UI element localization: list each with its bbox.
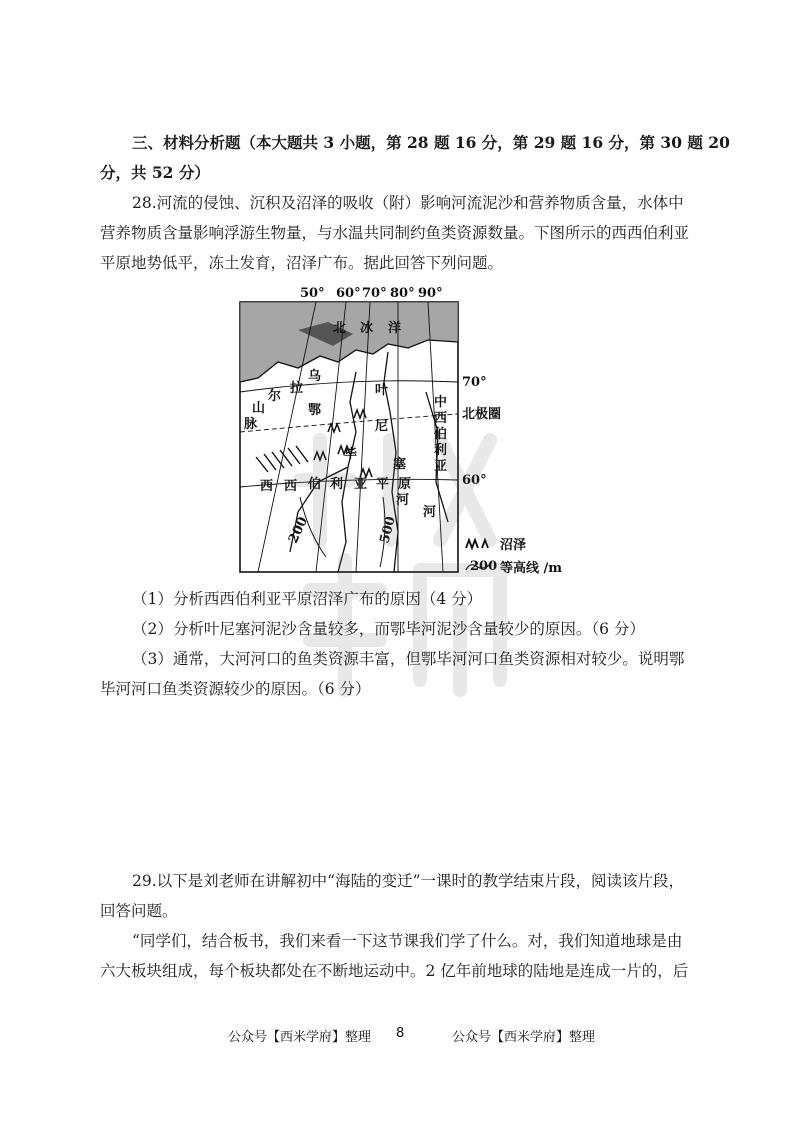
q29-quote-line1: “同学们，结合板书，我们来看一下这节课我们学了什么。对，我们知道地球是由 (132, 932, 683, 950)
yenisei-char-3: 塞 (393, 457, 407, 472)
plateau-char-1: 中 (434, 395, 448, 410)
contour-500-label: 500 (377, 514, 399, 546)
yenisei-char-4: 河 (396, 493, 410, 508)
yenisei-char-2: 尼 (375, 419, 389, 434)
section-heading-line2: 分，共 52 分） (100, 163, 210, 182)
plateau-char-2: 西 (434, 411, 448, 426)
plateau-char-5: 亚 (434, 459, 448, 474)
q28-sub3-line2: 毕河河口鱼类资源较少的原因。（6 分） (100, 680, 371, 698)
ural-char-3: 尔 (268, 389, 282, 404)
q28-sub3-line1: （3）通常，大河河口的鱼类资源丰富，但鄂毕河河口鱼类资源相对较少。说明鄂 (132, 650, 685, 668)
lon-label-70: 70° (362, 286, 387, 301)
q28-sub2: （2）分析叶尼塞河泥沙含量较多，而鄂毕河泥沙含量较少的原因。（6 分） (132, 620, 645, 638)
contour-200-label: 200 (286, 514, 312, 546)
plateau-char-3: 伯 (434, 427, 448, 442)
lon-label-50: 50° (300, 286, 325, 301)
river-char: 河 (423, 505, 437, 520)
plain-char-7: 原 (398, 477, 412, 492)
footer-left: 公众号【西米学府】整理 (228, 1030, 372, 1045)
ural-char-2: 拉 (290, 381, 304, 396)
q29-intro-line2: 回答问题。 (100, 902, 178, 920)
plateau-char-4: 利 (434, 443, 448, 458)
ob-char-1: 鄂 (308, 403, 322, 418)
yenisei-char-1: 叶 (375, 383, 389, 398)
section-heading-line1: 三、材料分析题（本大题共 3 小题，第 28 题 16 分，第 29 题 16 分，第 30 题 20 (132, 133, 730, 152)
q28-intro-line1: 28.河流的侵蚀、沉积及沼泽的吸收（附）影响河流泥沙和营养物质含量，水体中 (132, 194, 684, 212)
legend-contour-value: 200 (470, 559, 498, 574)
lon-label-80: 80° (390, 286, 415, 301)
plain-char-5: 亚 (354, 477, 368, 492)
arctic-ocean-char-3: 洋 (388, 321, 402, 336)
ural-char-1: 乌 (308, 369, 322, 384)
plain-char-6: 平 (376, 477, 390, 492)
plain-char-2: 西 (284, 479, 298, 494)
q28-sub1: （1）分析西西伯利亚平原沼泽广布的原因（4 分） (132, 590, 483, 608)
q29-intro-line1: 29.以下是刘老师在讲解初中“海陆的变迁”一课时的教学结束片段，阅读该片段， (132, 872, 685, 890)
footer-right: 公众号【西米学府】整理 (452, 1030, 596, 1045)
arctic-circle-label: 北极圈 (462, 407, 502, 422)
q28-subquestions (100, 584, 700, 704)
q28-intro-line3: 平原地势低平，冻土发育，沼泽广布。据此回答下列问题。 (100, 254, 504, 272)
ural-char-4: 山 (252, 401, 266, 416)
lat-label-60: 60° (462, 473, 487, 488)
plain-char-4: 利 (330, 477, 344, 492)
legend-swamp-label: 沼泽 (500, 538, 527, 553)
q28-intro-line2: 营养物质含量影响浮游生物量，与水温共同制约鱼类资源数量。下图所示的西西伯利亚 (100, 224, 690, 242)
legend-contour-label: 等高线 /m (500, 561, 563, 576)
ural-char-5: 脉 (244, 417, 258, 432)
section-heading (100, 128, 730, 188)
q29-intro (100, 866, 700, 986)
arctic-ocean-char-2: 冰 (360, 321, 374, 336)
q28-intro (100, 188, 700, 278)
lat-label-70: 70° (462, 375, 487, 390)
lon-label-90: 90° (418, 286, 443, 301)
q29-quote-line2: 六大板块组成，每个板块都处在不断地运动中。2 亿年前地球的陆地是连成一片的，后 (100, 962, 689, 980)
lon-label-60: 60° (336, 286, 361, 301)
arctic-ocean-char-1: 北 (333, 321, 347, 336)
ob-char-2: 毕 (344, 447, 358, 462)
page-number: 8 (396, 1026, 405, 1041)
plain-char-1: 西 (260, 479, 274, 494)
plain-char-3: 伯 (308, 477, 322, 492)
